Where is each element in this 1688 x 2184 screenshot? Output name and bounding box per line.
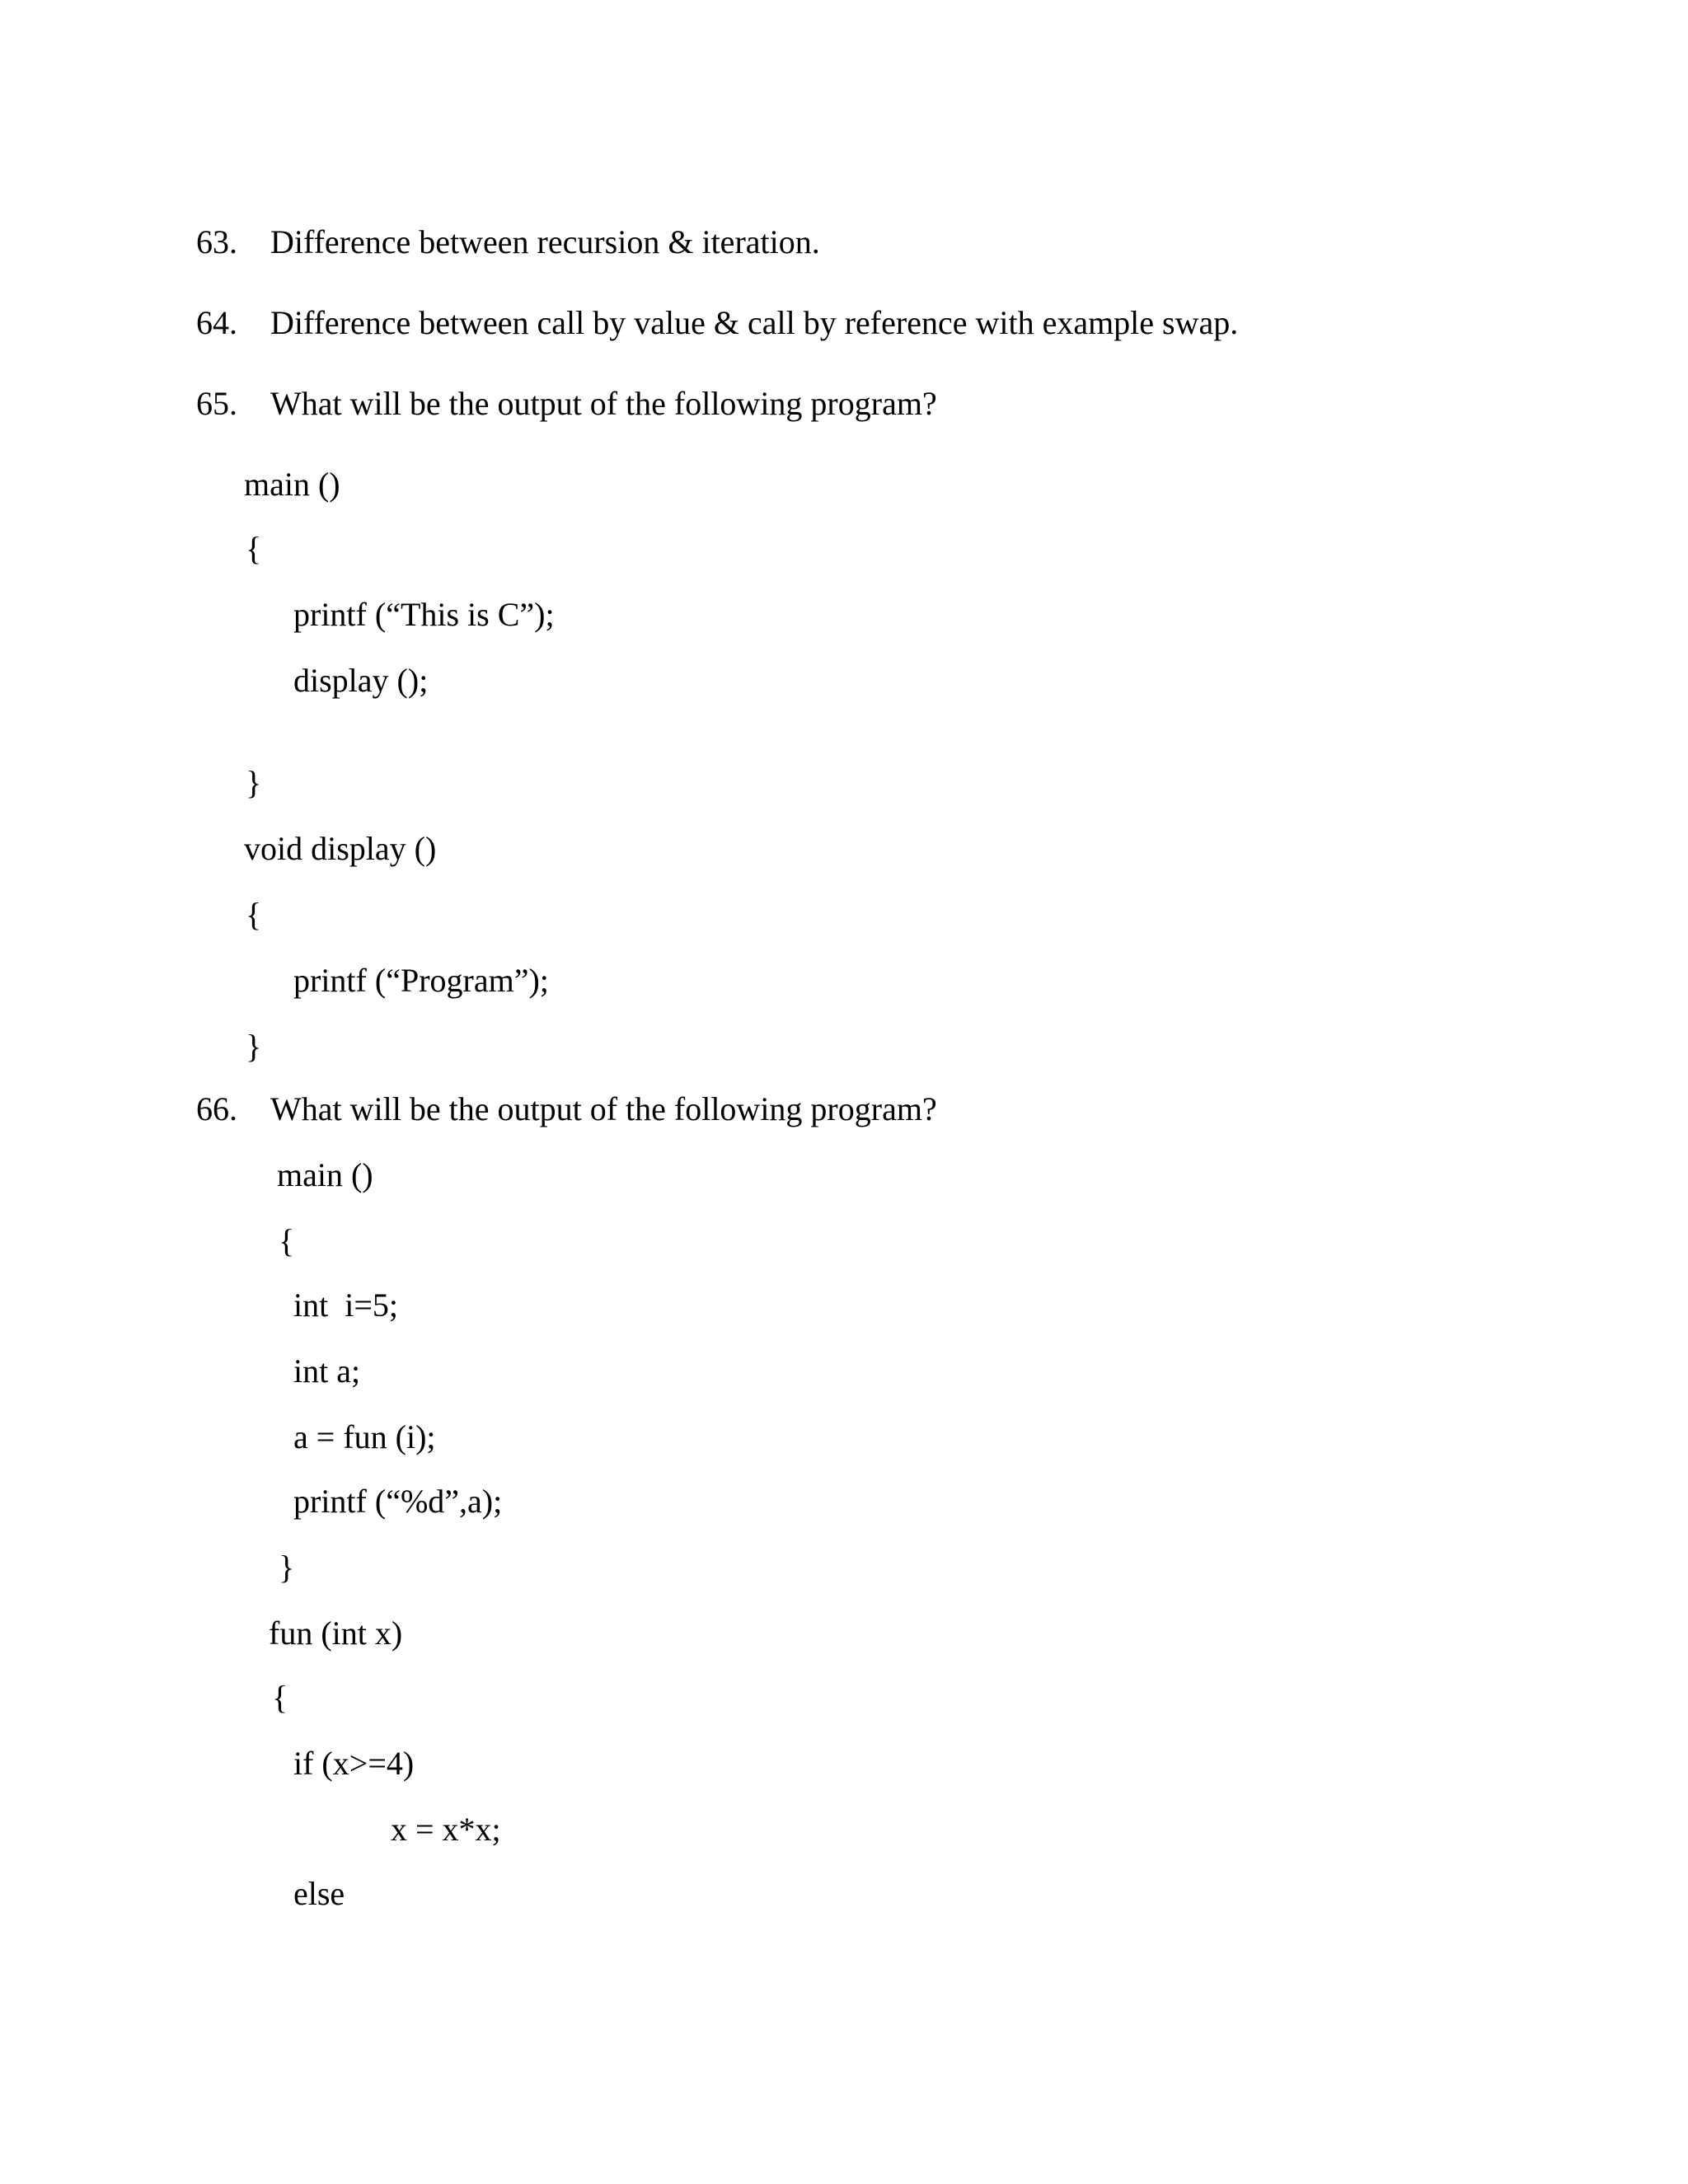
code-line: main () xyxy=(244,466,340,503)
code-line: } xyxy=(279,1549,295,1586)
code-line: } xyxy=(246,1028,262,1065)
code-line: } xyxy=(246,764,262,801)
code-line: printf (“Program”); xyxy=(293,962,549,999)
code-line: if (x>=4) xyxy=(293,1745,415,1782)
code-line: { xyxy=(272,1679,288,1716)
question-65-number: 65. xyxy=(196,385,237,422)
question-66-text: What will be the output of the following program? xyxy=(270,1090,937,1127)
code-line: fun (int x) xyxy=(269,1615,403,1652)
question-64-number: 64. xyxy=(196,304,237,341)
question-66-number: 66. xyxy=(196,1090,237,1127)
code-line: { xyxy=(246,530,262,567)
code-line: void display () xyxy=(244,830,437,867)
code-line: printf (“%d”,a); xyxy=(293,1483,503,1520)
code-line: display (); xyxy=(293,662,429,699)
code-line: int a; xyxy=(293,1352,361,1390)
code-line: int i=5; xyxy=(293,1286,399,1324)
question-63-text: Difference between recursion & iteration. xyxy=(270,223,820,260)
code-line: { xyxy=(279,1222,295,1259)
code-line: { xyxy=(246,896,262,933)
code-line: x = x*x; xyxy=(391,1811,501,1848)
question-65-text: What will be the output of the following program? xyxy=(270,385,937,422)
code-line: a = fun (i); xyxy=(293,1418,436,1455)
question-64-text: Difference between call by value & call by reference with example swap. xyxy=(270,304,1239,341)
code-line: else xyxy=(293,1875,345,1912)
code-line: printf (“This is C”); xyxy=(293,596,555,633)
code-line: main () xyxy=(277,1156,373,1193)
question-63-number: 63. xyxy=(196,223,237,260)
